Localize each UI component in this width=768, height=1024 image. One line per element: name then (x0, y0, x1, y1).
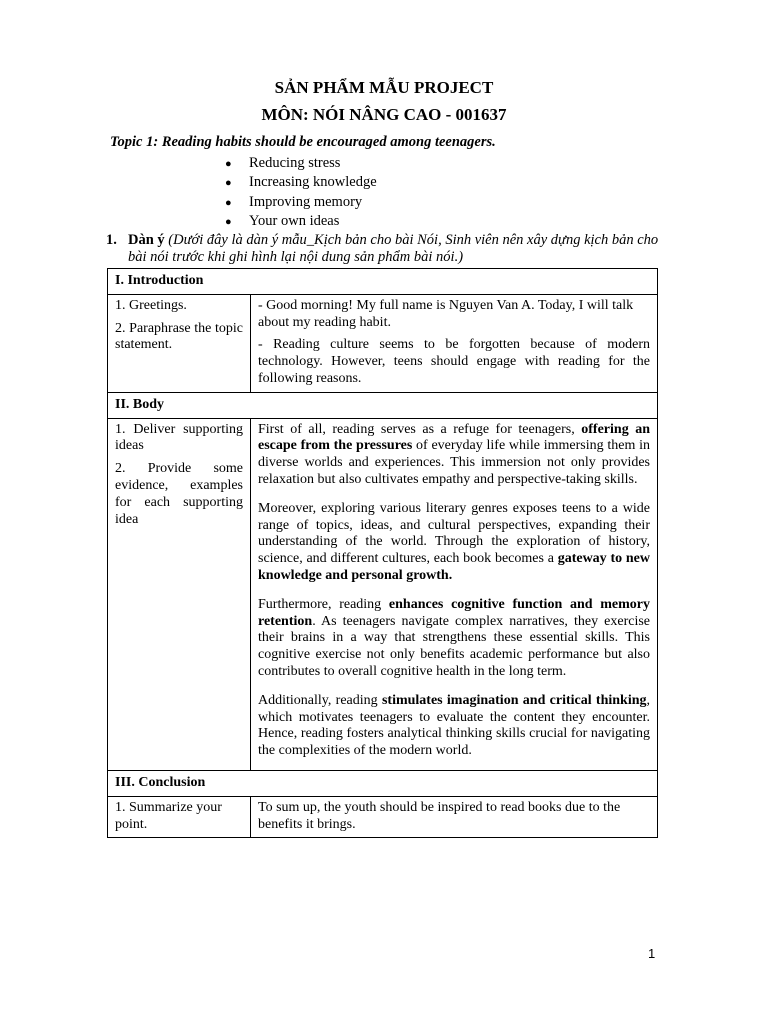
table-cell (108, 796, 251, 838)
table-row (108, 294, 658, 392)
table-cell (251, 796, 658, 838)
body-step-1: 1. Deliver supporting ideas (115, 421, 243, 454)
list-item: ● Your own ideas (225, 212, 377, 231)
table-row (108, 392, 658, 418)
outline-note: (Dưới đây là dàn ý mẫu_Kịch bản cho bài Nói, Sinh viên nên xây dựng kịch bản cho bài nói trước khi ghi hình lại nội dung sản phẩm bài nói.) (128, 232, 659, 265)
intro-text-2: - Reading culture seems to be forgotten because of modern technology. However, teens should engage with reading for the following reasons. (258, 337, 650, 386)
list-item: ● Reducing stress (225, 154, 377, 173)
table-row (108, 796, 658, 838)
section-heading-introduction: I. Introduction (108, 269, 658, 295)
speech-outline-table (107, 268, 658, 838)
course-title: MÔN: NÓI NÂNG CAO - 001637 (261, 105, 507, 124)
table-row (108, 269, 658, 295)
conclusion-text-1: To sum up, the youth should be inspired to read books due to the benefits it brings. (258, 799, 621, 832)
document-title: SẢN PHẨM MẪU PROJECT (274, 78, 494, 97)
conclusion-step-1: 1. Summarize your point. (115, 799, 222, 832)
body-paragraph-2: Moreover, exploring various literary genres exposes teens to a wide range of topics, ideas, and cultural perspectives, expanding their understanding of the world. Through the exploration of history, science, and different cultures, each book becomes a gateway to new knowledge and personal growth. (258, 500, 650, 583)
body-paragraph-1: First of all, reading serves as a refuge for teenagers, offering an escape from the pressures of everyday life while immersing them in diverse worlds and experiences. This immersion not only provides relaxation but also cultivates empathy and perspective-taking skills. (258, 421, 650, 487)
outline-heading (106, 232, 666, 266)
intro-text-1: - Good morning! My full name is Nguyen Van A. Today, I will talk about my reading habit. (258, 297, 634, 330)
bullet-icon: ● (225, 215, 232, 228)
table-cell (251, 418, 658, 770)
table-row (108, 770, 658, 796)
topic-heading: Topic 1: Reading habits should be encouraged among teenagers. (110, 134, 496, 150)
bullet-icon: ● (225, 158, 232, 170)
intro-step-2: 2. Paraphrase the topic statement. (115, 320, 243, 353)
bullet-icon: ● (225, 196, 232, 209)
list-item: ● Increasing knowledge (225, 173, 377, 192)
outline-number: 1. (106, 232, 117, 248)
table-cell (108, 294, 251, 392)
table-cell (251, 294, 658, 392)
body-paragraph-3: Furthermore, reading enhances cognitive function and memory retention. As teenagers navigate complex narratives, they exercise their brains in a way that strengthens these essential skills. This cognitive exercise not only benefits academic performance but also contributes to overall cognitive health in the long term. (258, 596, 650, 679)
intro-step-1: 1. Greetings. (115, 297, 187, 313)
list-item: ● Improving memory (225, 193, 377, 212)
body-step-2: 2. Provide some evidence, examples for each supporting idea (115, 461, 243, 527)
page-number: 1 (648, 946, 656, 961)
section-heading-conclusion: III. Conclusion (108, 770, 658, 796)
section-heading-body: II. Body (108, 392, 658, 418)
outline-label: Dàn ý (128, 232, 165, 248)
table-cell (108, 418, 251, 770)
topic-bullet-list (225, 154, 377, 231)
table-row (108, 418, 658, 770)
bullet-icon: ● (225, 177, 232, 190)
body-paragraph-4: Additionally, reading stimulates imagination and critical thinking, which motivates teenagers to evaluate the content they encounter. Hence, reading fosters analytical thinking skills crucial for navigating the complexities of the modern world. (258, 692, 651, 759)
